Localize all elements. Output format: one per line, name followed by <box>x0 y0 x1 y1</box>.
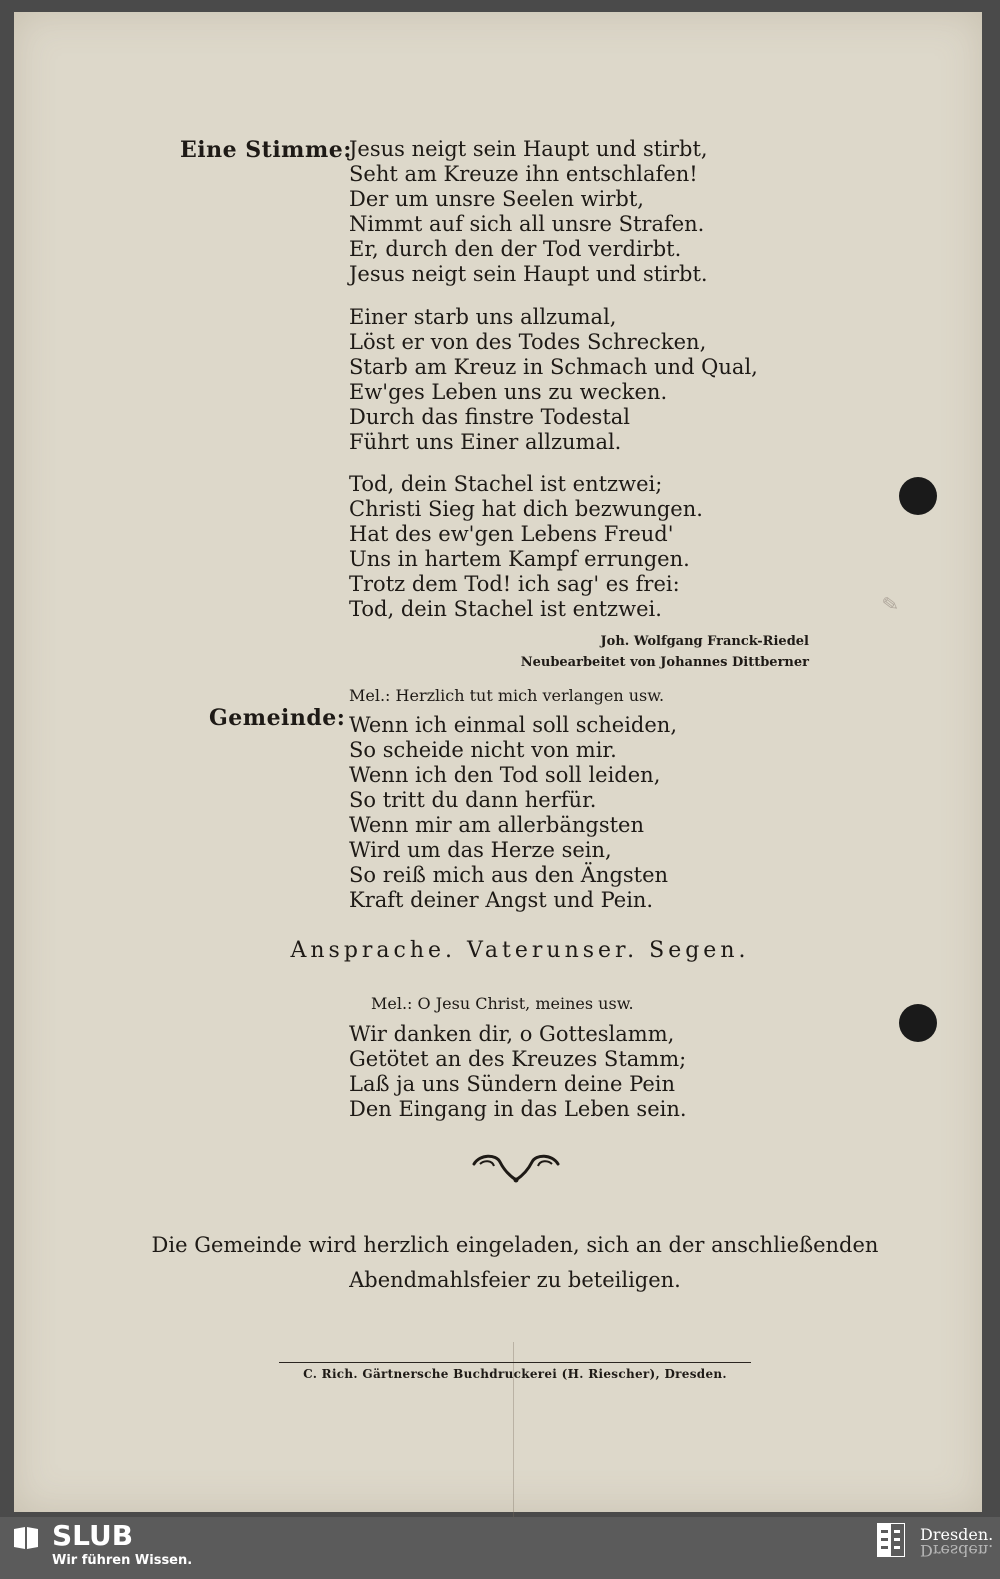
punch-hole-upper <box>899 477 937 515</box>
verse-line: Jesus neigt sein Haupt und stirbt. <box>349 262 708 286</box>
verse-line: Seht am Kreuze ihn entschlafen! <box>349 162 698 186</box>
verse-line: Christi Sieg hat dich bezwungen. <box>349 497 703 521</box>
speaker-stimme: Eine Stimme: <box>180 137 352 163</box>
verse-line: So reiß mich aus den Ängsten <box>349 863 669 887</box>
credit-editor: Neubearbeitet von Johannes Dittberner <box>520 655 809 670</box>
verse-line: Uns in hartem Kampf errungen. <box>349 547 690 571</box>
verse-line: Tod, dein Stachel ist entzwei. <box>349 597 662 621</box>
gemeinde-stanza <box>349 713 677 913</box>
verse-line: Wir danken dir, o Gotteslamm, <box>349 1022 675 1046</box>
library-tagline: Wir führen Wissen. <box>52 1553 193 1568</box>
stimme-stanza-2 <box>349 305 758 455</box>
verse-line: Hat des ew'gen Lebens Freud' <box>349 522 674 546</box>
verse-line: Wenn ich den Tod soll leiden, <box>349 763 661 787</box>
printer-imprint: C. Rich. Gärtnersche Buchdruckerei (H. Riescher), Dresden. <box>303 1367 727 1381</box>
ornament-flourish <box>470 1150 562 1186</box>
final-stanza <box>349 1022 687 1122</box>
verse-line: Tod, dein Stachel ist entzwei; <box>349 472 663 496</box>
book-icon <box>12 1525 40 1551</box>
punch-hole-lower <box>899 1004 937 1042</box>
footer-bar <box>0 1517 1000 1579</box>
verse-line: Jesus neigt sein Haupt und stirbt, <box>349 137 708 161</box>
city-logo-text: Dresden. <box>920 1525 994 1544</box>
city-crest-icon <box>877 1523 905 1557</box>
printer-rule <box>279 1362 751 1363</box>
verse-line: Der um unsre Seelen wirbt, <box>349 187 644 211</box>
melody-final: Mel.: O Jesu Christ, meines usw. <box>371 994 634 1013</box>
verse-line: Getötet an des Kreuzes Stamm; <box>349 1047 687 1071</box>
library-logo-name: SLUB <box>52 1519 134 1552</box>
invitation-line-2: Abendmahlsfeier zu beteiligen. <box>349 1268 681 1292</box>
invitation-line-1: Die Gemeinde wird herzlich eingeladen, sich an der anschließenden <box>151 1233 879 1257</box>
verse-line: Starb am Kreuz in Schmach und Qual, <box>349 355 758 379</box>
melody-gemeinde: Mel.: Herzlich tut mich verlangen usw. <box>349 686 665 705</box>
verse-line: Wird um das Herze sein, <box>349 838 612 862</box>
verse-line: Den Eingang in das Leben sein. <box>349 1097 687 1121</box>
city-logo-reflection: Dresden. <box>920 1541 994 1560</box>
verse-line: Wenn mir am allerbängsten <box>349 813 644 837</box>
verse-line: Nimmt auf sich all unsre Strafen. <box>349 212 705 236</box>
stimme-stanza-3 <box>349 472 703 622</box>
verse-line: Wenn ich einmal soll scheiden, <box>349 713 678 737</box>
ansprache-heading: Ansprache. Vaterunser. Segen. <box>290 938 750 963</box>
credit-author: Joh. Wolfgang Franck-Riedel <box>600 634 809 649</box>
verse-line: So tritt du dann herfür. <box>349 788 597 812</box>
verse-line: Trotz dem Tod! ich sag' es frei: <box>349 572 680 596</box>
verse-line: Er, durch den der Tod verdirbt. <box>349 237 682 261</box>
verse-line: Ew'ges Leben uns zu wecken. <box>349 380 668 404</box>
verse-line: Durch das finstre Todestal <box>349 405 631 429</box>
verse-line: So scheide nicht von mir. <box>349 738 617 762</box>
verse-line: Führt uns Einer allzumal. <box>349 430 622 454</box>
verse-line: Kraft deiner Angst und Pein. <box>349 888 654 912</box>
verse-line: Laß ja uns Sündern deine Pein <box>349 1072 675 1096</box>
verse-line: Einer starb uns allzumal, <box>349 305 617 329</box>
stimme-stanza-1 <box>349 137 708 287</box>
pencil-mark: ✎ <box>880 590 901 618</box>
verse-line: Löst er von des Todes Schrecken, <box>349 330 707 354</box>
speaker-gemeinde: Gemeinde: <box>209 705 346 731</box>
